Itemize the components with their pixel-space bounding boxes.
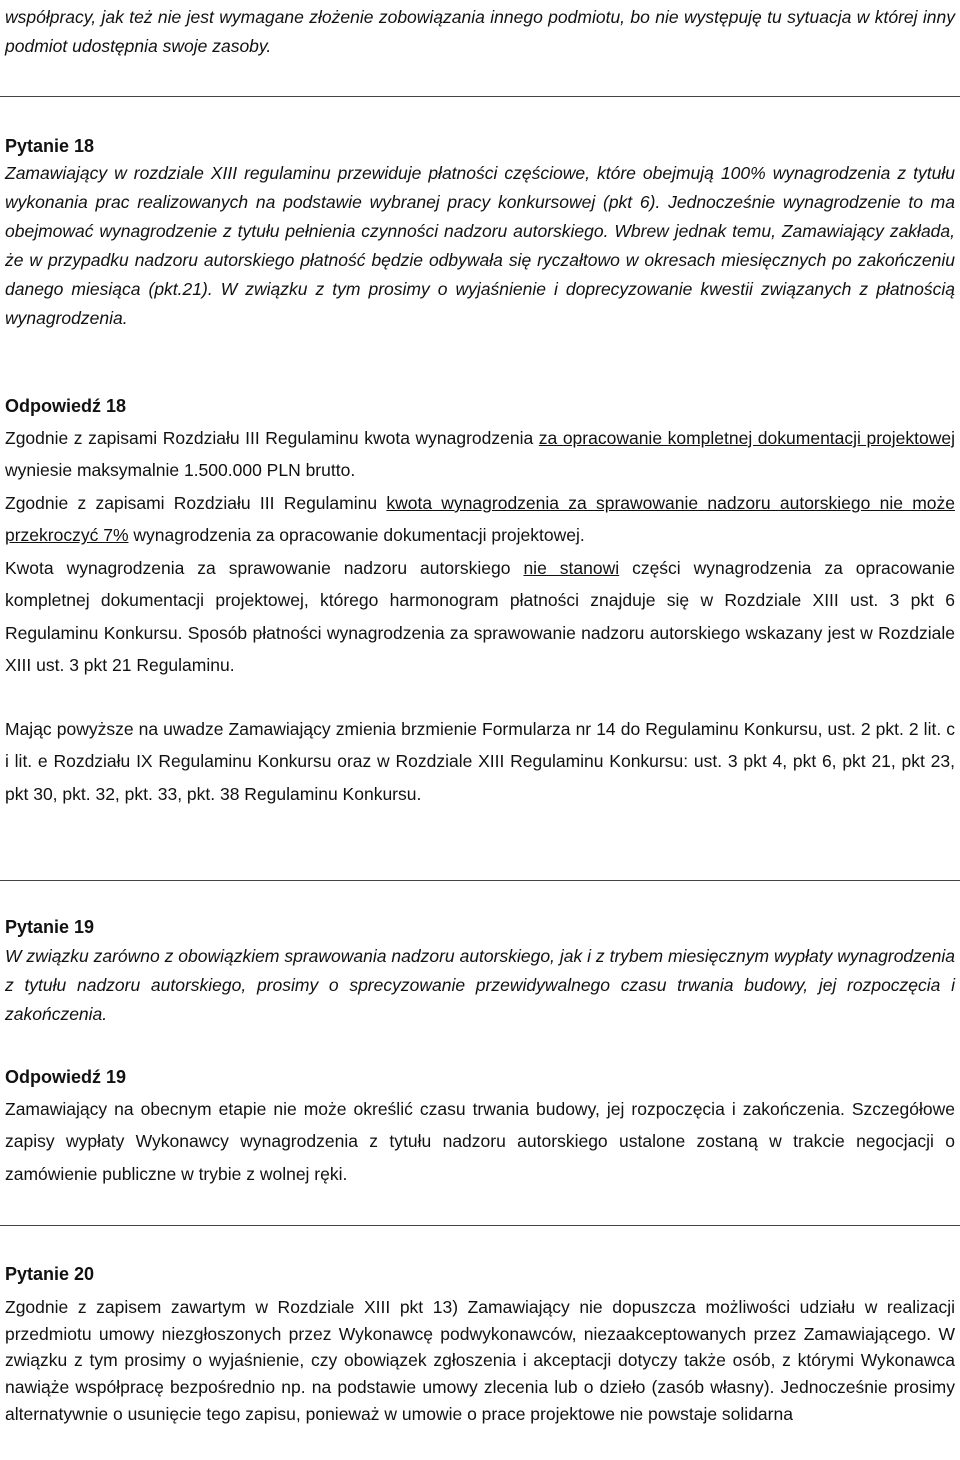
answer-18-paragraph-1 <box>5 422 955 487</box>
answer-18-paragraph-3 <box>5 552 955 681</box>
answer-18-paragraph-2 <box>5 487 955 552</box>
answer-18-p3-text: Kwota wynagrodzenia za sprawowanie nadzoru autorskiego <box>5 558 524 578</box>
answer-18-p2-text-end: wynagrodzenia za opracowanie dokumentacji projektowej. <box>128 525 585 546</box>
section-divider <box>0 1225 960 1226</box>
answer-18-p3-underlined: nie stanowi <box>523 558 620 578</box>
answer-18-p3-text-end: części wynagrodzenia za opracowanie kompletnej dokumentacji projektowej, którego harmonogram płatności znajduje się w Rozdziale XIII ust. 3 pkt 6 Regulaminu Konkursu. Sposób płatności wynagrodzenia za sprawowanie nadzoru autorskiego wskazany jest w Rozdziale XIII ust. 3 pkt 21 Regulaminu. <box>5 558 955 675</box>
answer-18-p2-text: Zgodnie z zapisami Rozdziału III Regulaminu <box>5 493 387 513</box>
answer-19-title: Odpowiedź 19 <box>5 1067 127 1087</box>
section-divider <box>0 96 960 97</box>
question-19-title: Pytanie 19 <box>5 917 95 937</box>
answer-18-p1-text: Zgodnie z zapisami Rozdziału III Regulaminu kwota wynagrodzenia <box>5 428 539 448</box>
answer-19-text: Zamawiający na obecnym etapie nie może określić czasu trwania budowy, jej rozpoczęcia i zakończenia. Szczegółowe zapisy wypłaty Wykonawcy wynagrodzenia z tytułu nadzoru autorskiego ustalone zostaną w trakcie negocjacji o zamówienie publiczne w trybie z wolnej ręki. <box>5 1099 955 1184</box>
question-18-text: Zamawiający w rozdziale XIII regulaminu przewiduje płatności częściowe, które obejmują 100% wynagrodzenia z tytułu wykonania prac realizowanych na podstawie wybranej pracy konkursowej (pkt 6). Jednocześnie wynagrodzenie to ma obejmować wynagrodzenie z tytułu pełnienia czynności nadzoru autorskiego. Wbrew jednak temu, Zamawiający zakłada, że w przypadku nadzoru autorskiego płatność będzie odbywała się ryczałtowo w okresach miesięcznych po zakończeniu danego miesiąca (pkt.21). W związku z tym prosimy o wyjaśnienie i doprecyzowanie kwestii związanych z płatnością wynagrodzenia. <box>5 163 955 328</box>
question-20-text: Zgodnie z zapisem zawartym w Rozdziale XIII pkt 13) Zamawiający nie dopuszcza możliwości udziału w realizacji przedmiotu umowy niezgłoszonych przez Wykonawcę podwykonawców, niezaakceptowanych przez Zamawiającego. W związku z tym prosimy o wyjaśnienie, czy obowiązek zgłoszenia i akceptacji dotyczy także osób, z którymi Wykonawca nawiąże współpracę bezpośrednio np. na podstawie umowy zlecenia lub o dzieło (zasób własny). Jednocześnie prosimy alternatywnie o usunięcie tego zapisu, ponieważ w umowie o prace projektowe nie powstaje solidarna <box>5 1297 955 1424</box>
answer-18-p1-text-end: wyniesie maksymalnie 1.500.000 PLN brutto. <box>5 460 356 481</box>
answer-18-title: Odpowiedź 18 <box>5 396 127 416</box>
answer-18-p1-underlined: za opracowanie kompletnej dokumentacji projektowej <box>538 428 955 448</box>
section-divider <box>0 880 960 881</box>
answer-18-paragraph-4: Mając powyższe na uwadze Zamawiający zmienia brzmienie Formularza nr 14 do Regulaminu Konkursu, ust. 2 pkt. 2 lit. c i lit. e Rozdziału IX Regulaminu Konkursu oraz w Rozdziale XIII Regulaminu Konkursu: ust. 3 pkt 4, pkt 6, pkt 21, pkt 23, pkt 30, pkt. 32, pkt. 33, pkt. 38 Regulaminu Konkursu. <box>5 719 955 804</box>
intro-paragraph: współpracy, jak też nie jest wymagane złożenie zobowiązania innego podmiotu, bo nie występuję tu sytuacja w której inny podmiot udostępnia swoje zasoby. <box>5 7 955 56</box>
question-20-title: Pytanie 20 <box>5 1264 95 1284</box>
question-19-text: W związku zarówno z obowiązkiem sprawowania nadzoru autorskiego, jak i z trybem miesięcznym wypłaty wynagrodzenia z tytułu nadzoru autorskiego, prosimy o sprecyzowanie przewidywalnego czasu trwania budowy, jej rozpoczęcia i zakończenia. <box>5 946 955 1024</box>
answer-18-p2-underlined: kwota wynagrodzenia za sprawowanie nadzoru autorskiego nie może przekroczyć 7% <box>5 493 955 546</box>
question-18-title: Pytanie 18 <box>5 136 95 156</box>
